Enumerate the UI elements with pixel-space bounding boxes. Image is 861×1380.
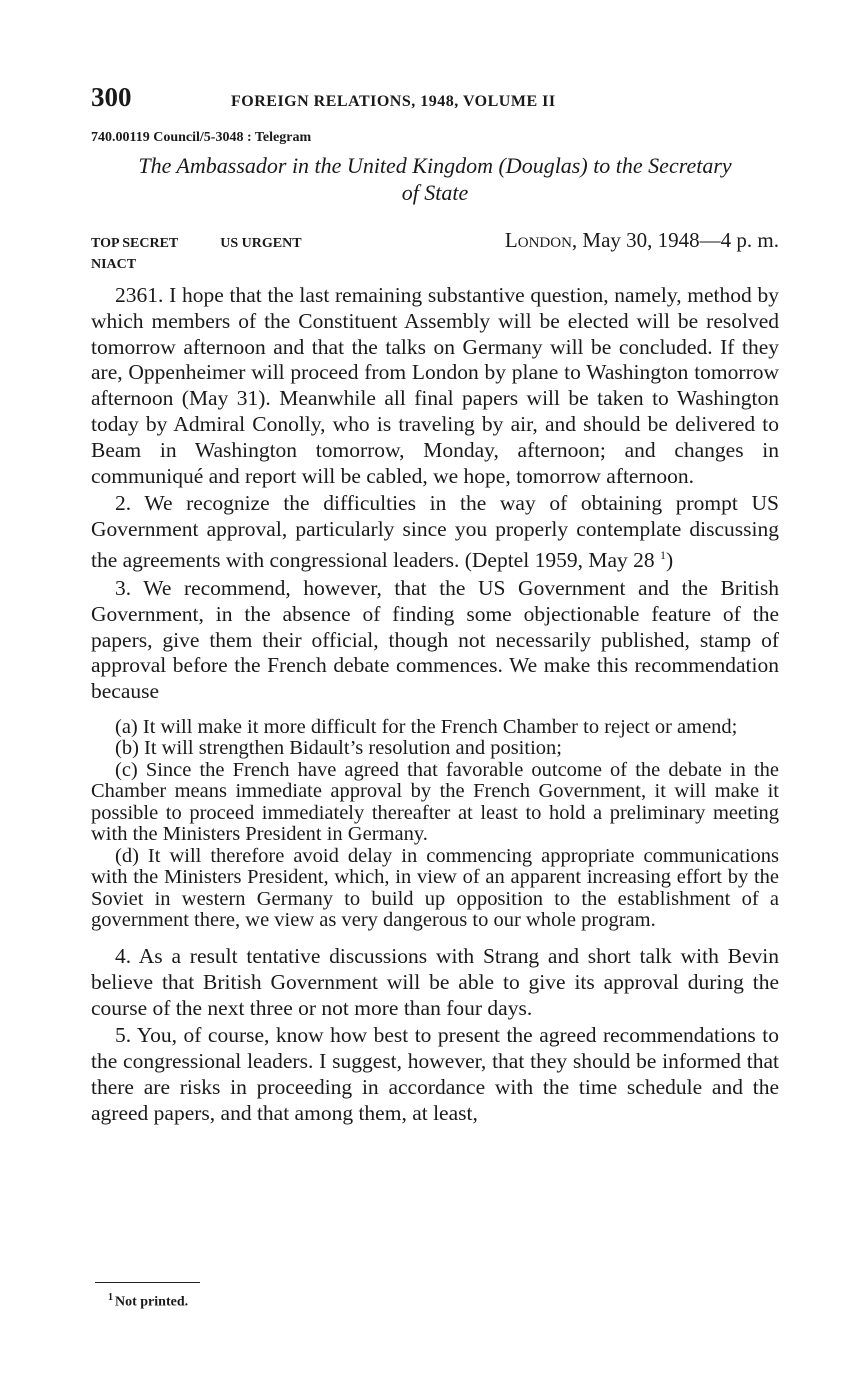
footnote-text: Not printed. [115, 1294, 189, 1310]
title-line-2: of State [401, 180, 469, 205]
reason-item-c: (c) Since the French have agreed that favorable outcome of the debate in the Chamber means immediate approval by the French Government, it will make it possible to proceed immediately thereafter at least to hold a preliminary meeting with the Ministers President in Germany. [91, 758, 779, 846]
paragraph-5: 5. You, of course, know how best to present the agreed recommendations to the congressional leaders. I suggest, however, that they should be informed that there are risks in proceeding in accordance with the time schedule and the agreed papers, and that among them, at least, [91, 1023, 779, 1125]
reason-item-a: (a) It will make it more difficult for the French Chamber to reject or amend; [115, 715, 738, 738]
page-number: 300 [91, 82, 132, 112]
reason-item-b: (b) It will strengthen Bidault’s resolution and position; [115, 737, 562, 760]
footnote [108, 1292, 188, 1311]
recommendation-reasons [91, 717, 779, 932]
classification-label: TOP SECRET [91, 236, 179, 251]
telegram-markings [91, 236, 302, 252]
telegram-meta [91, 228, 779, 253]
reason-item-d: (d) It will therefore avoid delay in commencing appropriate communications with the Ministers President, which, in view of an apparent increasing effort by the Soviet in western Germany to build up opposition to the establishment of a government there, we view as very dangerous to our whole program. [91, 844, 779, 932]
file-reference: 740.00119 Council/5-3048 : Telegram [91, 130, 312, 145]
title-line-1: The Ambassador in the United Kingdom (Douglas) to the Secretary [138, 153, 732, 178]
footnote-divider [95, 1282, 200, 1283]
dateline [505, 228, 779, 253]
document-title [91, 152, 779, 206]
paragraph-2-close: ) [665, 548, 674, 573]
paragraph-2 [91, 491, 779, 574]
priority-label: US URGENT [220, 236, 302, 251]
footnote-marker: 1 [108, 1292, 113, 1303]
dateline-date: , May 30, 1948—4 p. m. [571, 228, 779, 252]
paragraph-2-text: 2. We recognize the difficulties in the way of obtaining prompt US Government approval, particularly since you properly contemplate discussing the agreements with congressional leaders. (Deptel 1959, May 28 [91, 491, 779, 573]
paragraph-1: 2361. I hope that the last remaining substantive question, namely, method by which members of the Constituent Assembly will be elected will be resolved tomorrow afternoon and that the talks on Germany will be concluded. If they are, Oppenheimer will proceed from London by plane to Washington tomorrow afternoon (May 31). Meanwhile all final papers will be taken to Washington today by Admiral Conolly, who is traveling by air, and should be delivered to Beam in Washington tomorrow, Monday, afternoon; and changes in communiqué and report will be cabled, we hope, tomorrow afternoon. [91, 283, 779, 488]
paragraph-3: 3. We recommend, however, that the US Government and the British Government, in the absence of finding some objectionable feature of the papers, give them their official, though not necessarily published, stamp of approval before the French debate commences. We make this recommendation because [91, 575, 779, 704]
dateline-place: London [504, 228, 572, 252]
paragraph-4: 4. As a result tentative discussions with Strang and short talk with Bevin believe that British Government will be able to give its approval during the course of the next three or not more than four days. [91, 943, 779, 1020]
telegram-body-continued [91, 944, 779, 1127]
running-head: FOREIGN RELATIONS, 1948, VOLUME II [231, 93, 556, 110]
telegram-body [91, 283, 779, 705]
page-header [91, 82, 779, 118]
footnote-reference: 1 [659, 547, 666, 562]
niact-label: NIACT [91, 257, 137, 272]
document-page [91, 82, 779, 1126]
